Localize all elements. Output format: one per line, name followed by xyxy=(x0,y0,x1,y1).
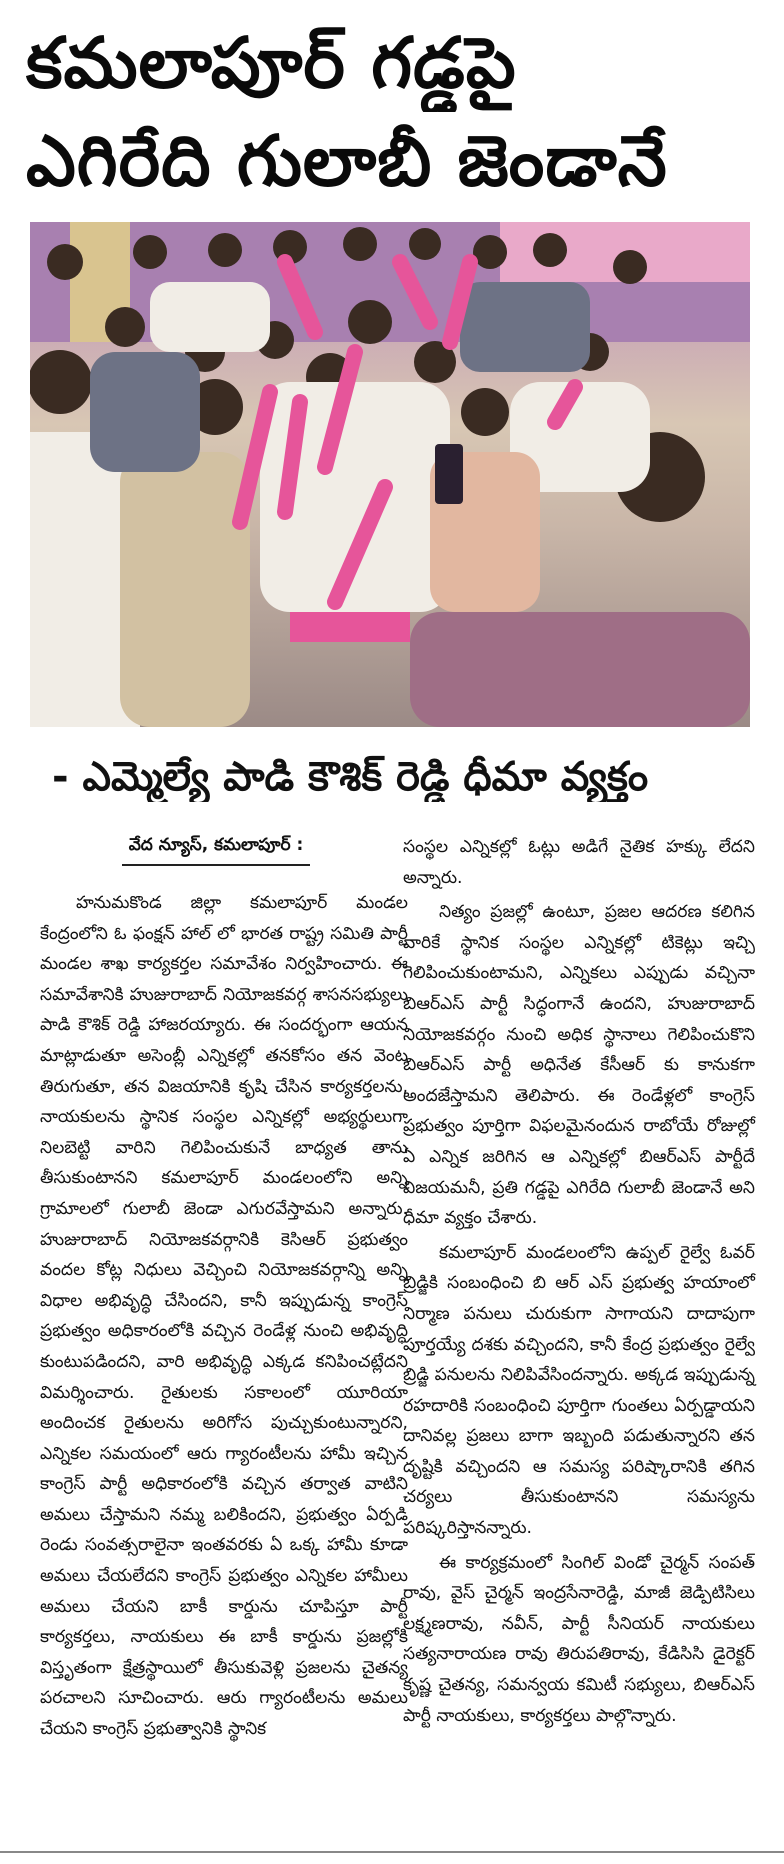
paragraph: నిత్యం ప్రజల్లో ఉంటూ, ప్రజల ఆదరణ కలిగిన వారికే స్థానిక సంస్థల ఎన్నికల్లో టికెట్లు ఇచ్చి గెలిపించుకుంటామని, ఎన్నికలు ఎప్పుడు వచ్చినా బిఆర్ఎస్ పార్టీ సిద్ధంగానే ఉందని, హుజురాబాద్ నియోజకవర్గం నుంచి అధిక స్థానాలు గెలిపించుకొని బిఆర్ఎస్ పార్టీ అధినేత కేసీఆర్ కు కానుకగా అందజేస్తామని తెలిపారు. ఈ రెండేళ్లలో కాంగ్రెస్ ప్రభుత్వం పూర్తిగా విఫలమైనందున రాబోయే రోజుల్లో ఏ ఎన్నిక జరిగిన ఆ ఎన్నికల్లో బిఆర్ఎస్ పార్టీదే విజయమనీ, ప్రతి గడ్డపై ఎగిరేది గులాబీ జెండానే అని ధీమా వ్యక్తం చేశారు. xyxy=(403,902,755,1229)
bottom-rule xyxy=(0,1851,784,1853)
news-photo xyxy=(30,222,750,727)
headline xyxy=(26,14,766,210)
paragraph: కమలాపూర్ మండలంలోని ఉప్పల్ రైల్వే ఓవర్ బ్రిడ్జికి సంబంధించి బి ఆర్ ఎస్ ప్రభుత్వ హయాంలో నిర్మాణ పనులు చురుకుగా సాగాయని దాదాపుగా పూర్తయ్యే దశకు వచ్చిందని, కానీ కేంద్ర ప్రభుత్వం రైల్వే బ్రిడ్జి పనులను నిలిపివేసిందన్నారు. అక్కడ ఇప్పుడున్న రహదారికి సంబంధించి పూర్తిగా గుంతలు ఏర్పడ్డాయని దానివల్ల ప్రజలు బాగా ఇబ్బంది పడుతున్నారని తన దృష్టికి వచ్చిందని ఆ సమస్య పరిష్కారానికి తగిన చర్యలు తీసుకుంటానని సమస్యను పరిష్కరిస్తానన్నారు. xyxy=(403,1242,755,1539)
headline-line-2: ఎగిరేది గులాబీ జెండానే xyxy=(26,120,668,202)
byline: వేద న్యూస్, కమలాపూర్ : xyxy=(122,832,310,866)
article-column-2 xyxy=(403,832,755,1731)
subheadline: - ఎమ్మెల్యే పాడి కౌశిక్ రెడ్డి ధీమా వ్యక్తం xyxy=(52,754,649,800)
paragraph: ఈ కార్యక్రమంలో సింగిల్ విండో చైర్మన్ సంపత్ రావు, వైస్ చైర్మన్ ఇంద్రసేనారెడ్డి, మాజీ జెడ్పిటిసిలు లక్ష్మణరావు, నవీన్, పార్టీ సీనియర్ నాయకులు సత్యనారాయణ రావు తిరుపతిరావు, కేడిసిసి డైరెక్టర్ కృష్ణ చైతన్య, సమన్వయ కమిటీ సభ్యులు, బిఆర్ఎస్ పార్టీ నాయకులు, కార్యకర్తలు పాల్గొన్నారు. xyxy=(403,1552,755,1726)
article-column-1 xyxy=(40,832,408,1745)
paragraph: హనుమకొండ జిల్లా కమలాపూర్ మండల కేంద్రంలోని ఓ ఫంక్షన్ హాల్ లో భారత రాష్ట్ర సమితి పార్టీ మండల శాఖ కార్యకర్తల సమావేశం నిర్వహించారు. ఈ సమావేశానికి హుజురాబాద్ నియోజకవర్గ శాసనసభ్యులు పాడి కౌశిక్ రెడ్డి హాజరయ్యారు. ఈ సందర్భంగా ఆయన మాట్లాడుతూ అసెంబ్లీ ఎన్నికల్లో తనకోసం తన వెంట తిరుగుతూ, తన విజయానికి కృషి చేసిన కార్యకర్తలను, నాయకులను స్థానిక సంస్థల ఎన్నికల్లో అభ్యర్థులుగా నిలబెట్టి వారిని గెలిపించుకునే బాధ్యత తాను తీసుకుంటానని కమలాపూర్ మండలంలోని అన్ని గ్రామాలలో గులాబీ జెండా ఎగురవేస్తామని అన్నారు. హుజురాబాద్ నియోజకవర్గానికి కెసిఆర్ ప్రభుత్వం వందల కోట్ల నిధులు వెచ్చించి నియోజకవర్గాన్ని అన్ని విధాల అభివృద్ధి చేసిందని, కానీ ఇప్పుడున్న కాంగ్రెస్ ప్రభుత్వం అధికారంలోకి వచ్చిన రెండేళ్ల నుంచి అభివృద్ధి కుంటుపడిందని, వారి అభివృద్ధి ఎక్కడ కనిపించట్లేదని విమర్శించారు. రైతులకు సకాలంలో యూరియా అందించక రైతులను అరిగోస పుచ్చుకుంటున్నారని, ఎన్నికల సమయంలో ఆరు గ్యారంటీలను హామీ ఇచ్చిన కాంగ్రెస్ పార్టీ అధికారంలోకి వచ్చిన తర్వాత వాటిని అమలు చేస్తామని నమ్మ బలికిందని, ప్రభుత్వం ఏర్పడి రెండు సంవత్సరాలైనా ఇంతవరకు ఏ ఒక్క హామీ కూడా అమలు చేయలేదని కాంగ్రెస్ ప్రభుత్వం ఎన్నికల హామీలు అమలు చేయని బాకీ కార్డును చూపిస్తూ పార్టీ కార్యకర్తలు, నాయకులు ఈ బాకీ కార్డును ప్రజల్లోకి విస్తృతంగా క్షేత్రస్థాయిలో తీసుకువెళ్లి ప్రజలను చైతన్య పరచాలని సూచించారు. ఆరు గ్యారంటీలను అమలు చేయని కాంగ్రెస్ ప్రభుత్వానికి స్థానిక xyxy=(40,893,408,1740)
paragraph: సంస్థల ఎన్నికల్లో ఓట్లు అడిగే నైతిక హక్కు లేదని అన్నారు. xyxy=(403,837,755,888)
headline-line-1: కమలాపూర్ గడ్డపై xyxy=(26,22,517,104)
photo-image-icon xyxy=(30,222,750,727)
